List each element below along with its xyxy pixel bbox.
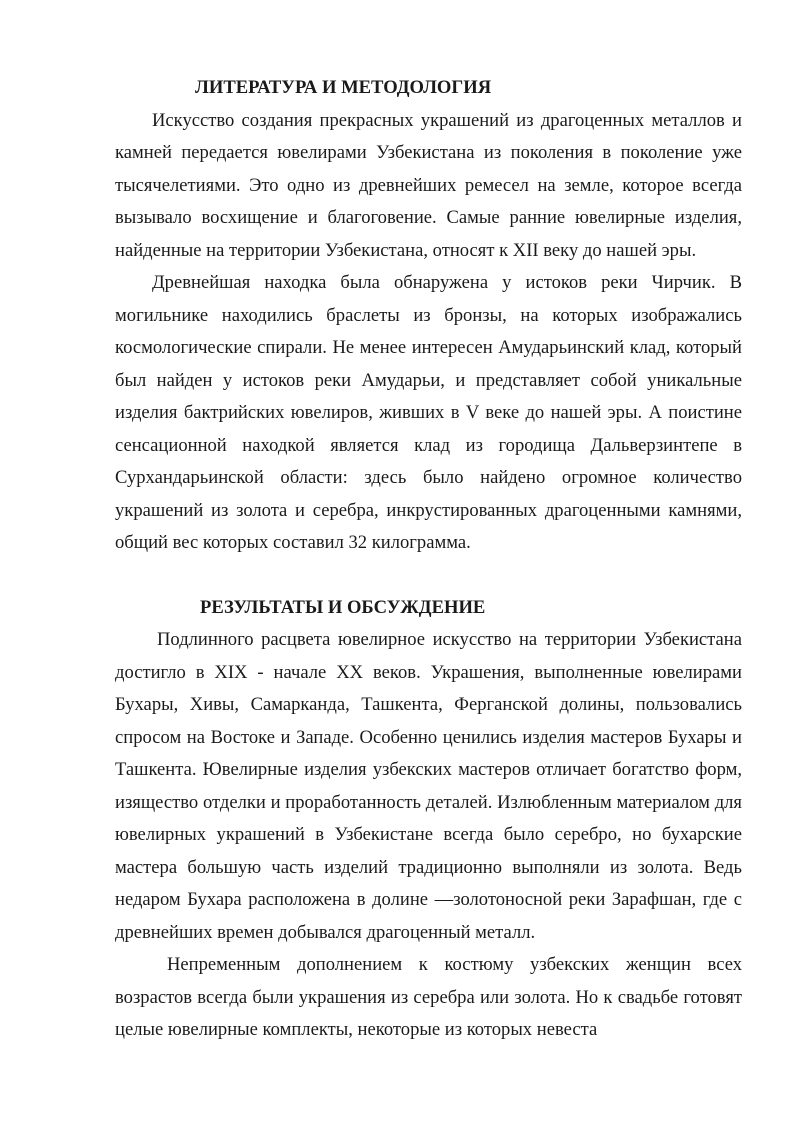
section-heading-results-discussion: РЕЗУЛЬТАТЫ И ОБСУЖДЕНИЕ [200, 596, 486, 618]
paragraph-ancient-finds: Древнейшая находка была обнаружена у истоков реки Чирчик. В могильнике находились браслеты из бронзы, на которых изображались космологические спирали. Не менее интересен Амударьинский клад, который был найден у истоков реки Амударьи, и представляет собой уникальные изделия бактрийских ювелиров, живших в V веке до нашей эры. А поистине сенсационной находкой является клад из городища Дальверзинтепе в Сурхандарьинской области: здесь было найдено огромное количество украшений из золота и серебра, инкрустированных драгоценными камнями, общий вес которых составил 32 килограмма. [115, 272, 742, 553]
paragraph-womens-costume: Непременным дополнением к костюму узбекских женщин всех возрастов всегда были украшения из серебра или золота. Но к свадьбе готовят целые ювелирные комплекты, некоторые из которых невеста [115, 954, 742, 1040]
section-heading-literature-methodology: ЛИТЕРАТУРА И МЕТОДОЛОГИЯ [195, 77, 492, 98]
document-body [115, 72, 742, 1047]
paragraph-jewelry-flourishing: Подлинного расцвета ювелирное искусство на территории Узбекистана достигло в XIX - начале XX веков. Украшения, выполненные ювелирами Бухары, Хивы, Самарканда, Ташкента, Ферганской долины, пользовались спросом на Востоке и Западе. Особенно ценились изделия мастеров Бухары и Ташкента. Ювелирные изделия узбекских мастеров отличает богатство форм, изящество отделки и проработанность деталей. Излюбленным материалом для ювелирных украшений в Узбекистане всегда было серебро, но бухарские мастера большую часть изделий традиционно выполняли из золота. Ведь недаром Бухара расположена в долине —золотоносной реки Зарафшан, где с древнейших времен добывался драгоценный металл. [115, 629, 742, 943]
paragraph-jewelry-art-intro: Искусство создания прекрасных украшений из драгоценных металлов и камней передается ювелирами Узбекистана из поколения в поколение уже тысячелетиями. Это одно из древнейших ремесел на земле, которое всегда вызывало восхищение и благоговение. Самые ранние ювелирные изделия, найденные на территории Узбекистана, относят к XII веку до нашей эры. [115, 109, 742, 261]
